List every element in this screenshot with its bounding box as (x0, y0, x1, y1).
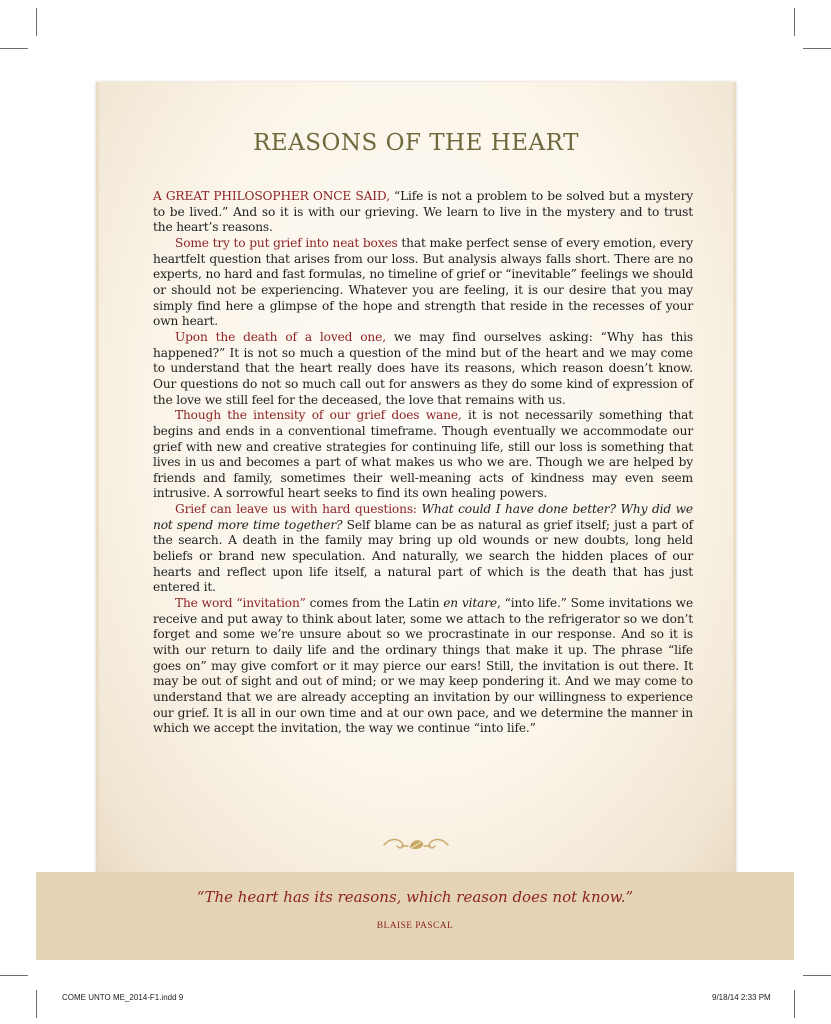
paragraph-lead: Some try to put grief into neat boxes (175, 235, 398, 250)
crop-mark (803, 48, 831, 49)
paragraph-text: we may find ourselves asking: “Why has this happened?” It is not so much a question of the mind but of the heart and we may come to understand that the heart really does have its reasons, which reason doesn’t know. Our questions do not so much call out for answers as they do some kind of expression of the love we still feel for the deceased, the love that remains with us. (153, 329, 693, 407)
paragraph-lead: The word “invitation” (175, 596, 306, 611)
paragraph-text: “Life is not a problem to be solved but a mystery to be lived.” And so it is with our grieving. We learn to live in the mystery and to trust the heart’s reasons. (153, 189, 693, 235)
crop-mark (803, 975, 831, 976)
paragraph (153, 236, 693, 330)
paragraph (153, 408, 693, 502)
paragraph-italic: What could I have done better? Why did we not spend more time together? (153, 502, 693, 532)
paragraph (153, 502, 693, 596)
paragraph-text: , “into life.” Some invitations we receive and put away to think about later, some we attach to the refrigerator so we don’t forget and some we’re unsure about so we procrastinate in our response. And so it is with our return to daily life and the ordinary things that make it up. The phrase “life goes on” may give comfort or it may pierce our ears! Still, the invitation is out there. It may be out of sight and out of mind; or we may keep pondering it. And we may come to understand that we are already accepting an invitation by our willingness to experience our grief. It is all in our own time and at our own pace, and we determine the manner in which we accept the invitation, the way we continue “into life.” (153, 596, 694, 736)
quote-attribution: BLAISE PASCAL (376, 921, 454, 931)
paragraph-text: that make perfect sense of every emotion, every heartfelt question that arises from our loss. But analysis always falls short. There are no experts, no hard and fast formulas, no timeline of grief or “inevitable” feelings we should or should not be experiencing. Whatever you are feeling, it is our desire that you may simply find here a glimpse of the hope and strength that reside in the recesses of your own heart. (153, 235, 693, 329)
paragraph (153, 189, 693, 236)
paragraph-text: it is not necessarily something that begins and ends in a conventional timeframe. Though eventually we accommodate our grief with new and creative strategies for continuing life, still our loss is something that lives in us and becomes a part of what makes us who we are. Though we are helped by friends and family, sometimes their well-meaning acts of kindness may even seem intrusive. A sorrowful heart seeks to find its own healing powers. (153, 408, 693, 501)
paragraph-lead: Though the intensity of our grief does wane, (175, 408, 462, 423)
page-title: REASONS OF THE HEART (253, 130, 579, 156)
pull-quote: “The heart has its reasons, which reason does not know.” (196, 888, 634, 906)
flourish-ornament-icon (380, 834, 452, 860)
body-text (153, 189, 693, 737)
crop-mark (0, 975, 28, 976)
paragraph-lead: A GREAT PHILOSOPHER ONCE SAID, (153, 189, 390, 203)
crop-mark (36, 990, 37, 1018)
quote-band (36, 872, 794, 960)
paragraph-text: Self blame can be as natural as grief itself; just a part of the search. A death in the family may bring up old wounds or new doubts, long held beliefs or brand new speculation. And naturally, we search the hidden places of our hearts and reflect upon life itself, a natural part of which is the death that has just entered it. (153, 517, 693, 595)
crop-mark (36, 8, 37, 36)
crop-mark (0, 48, 28, 49)
paragraph (153, 330, 693, 408)
crop-mark (794, 8, 795, 36)
crop-mark (794, 990, 795, 1018)
paragraph-lead: Upon the death of a loved one, (175, 329, 386, 344)
slug-filename: COME UNTO ME_2014-F1.indd 9 (62, 993, 184, 1002)
paragraph-lead: Grief can leave us with hard questions: (175, 502, 417, 517)
paragraph-italic: en vitare (443, 596, 497, 611)
paragraph (153, 596, 693, 737)
slug-timestamp: 9/18/14 2:33 PM (712, 993, 771, 1002)
paragraph-text: comes from the Latin (305, 596, 444, 611)
